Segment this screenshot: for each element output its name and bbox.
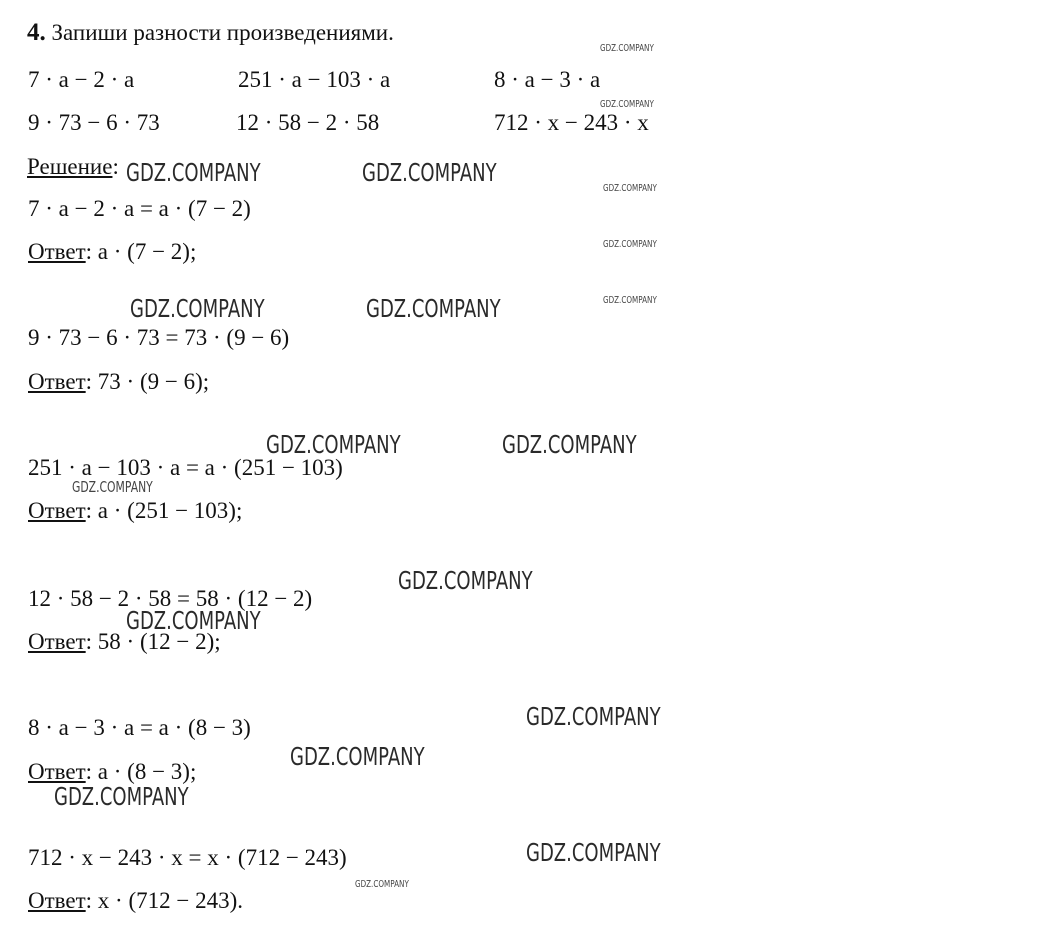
watermark: GDZ.COMPANY (362, 158, 497, 187)
task-heading (27, 20, 394, 45)
expression-1: 7 · a − 2 · a (28, 67, 135, 92)
watermark: GDZ.COMPANY (130, 294, 265, 323)
watermark: GDZ.COMPANY (526, 838, 661, 867)
watermark: GDZ.COMPANY (266, 430, 401, 459)
solution-answer-4: Ответ: 58 · (12 − 2); (28, 629, 221, 654)
watermark: GDZ.COMPANY (526, 702, 661, 731)
expression-5: 12 · 58 − 2 · 58 (236, 110, 380, 135)
solution-answer-2: Ответ: 73 · (9 − 6); (28, 369, 210, 394)
solution-answer-5: Ответ: a · (8 − 3); (28, 759, 197, 784)
watermark: GDZ.COMPANY (72, 478, 153, 496)
expression-2: 251 · a − 103 · a (238, 67, 391, 92)
expression-3: 8 · a − 3 · a (494, 67, 601, 92)
watermark: GDZ.COMPANY (126, 158, 261, 187)
watermark: GDZ.COMPANY (603, 239, 657, 250)
watermark: GDZ.COMPANY (366, 294, 501, 323)
watermark: GDZ.COMPANY (603, 295, 657, 306)
watermark: GDZ.COMPANY (290, 742, 425, 771)
task-number: 4. (27, 19, 46, 46)
watermark: GDZ.COMPANY (54, 782, 189, 811)
solution-answer-1: Ответ: a · (7 − 2); (28, 239, 197, 264)
watermark: GDZ.COMPANY (398, 566, 533, 595)
solution-equation-6: 712 · x − 243 · x = x · (712 − 243) (28, 845, 347, 870)
watermark: GDZ.COMPANY (355, 879, 409, 890)
watermark: GDZ.COMPANY (126, 606, 261, 635)
watermark: GDZ.COMPANY (603, 183, 657, 194)
watermark: GDZ.COMPANY (600, 99, 654, 110)
solution-label: Решение: (27, 154, 119, 179)
solution-equation-1: 7 · a − 2 · a = a · (7 − 2) (28, 196, 251, 221)
solution-equation-2: 9 · 73 − 6 · 73 = 73 · (9 − 6) (28, 325, 290, 350)
solution-answer-3: Ответ: a · (251 − 103); (28, 498, 243, 523)
watermark: GDZ.COMPANY (600, 43, 654, 54)
solution-equation-5: 8 · a − 3 · a = a · (8 − 3) (28, 715, 251, 740)
watermark: GDZ.COMPANY (502, 430, 637, 459)
expression-6: 712 · x − 243 · x (494, 110, 649, 135)
solution-equation-3: 251 · a − 103 · a = a · (251 − 103) (28, 455, 343, 480)
task-text: Запиши разности произведениями. (51, 20, 394, 45)
solution-equation-4: 12 · 58 − 2 · 58 = 58 · (12 − 2) (28, 586, 313, 611)
expression-4: 9 · 73 − 6 · 73 (28, 110, 160, 135)
solution-answer-6: Ответ: x · (712 − 243). (28, 888, 243, 913)
